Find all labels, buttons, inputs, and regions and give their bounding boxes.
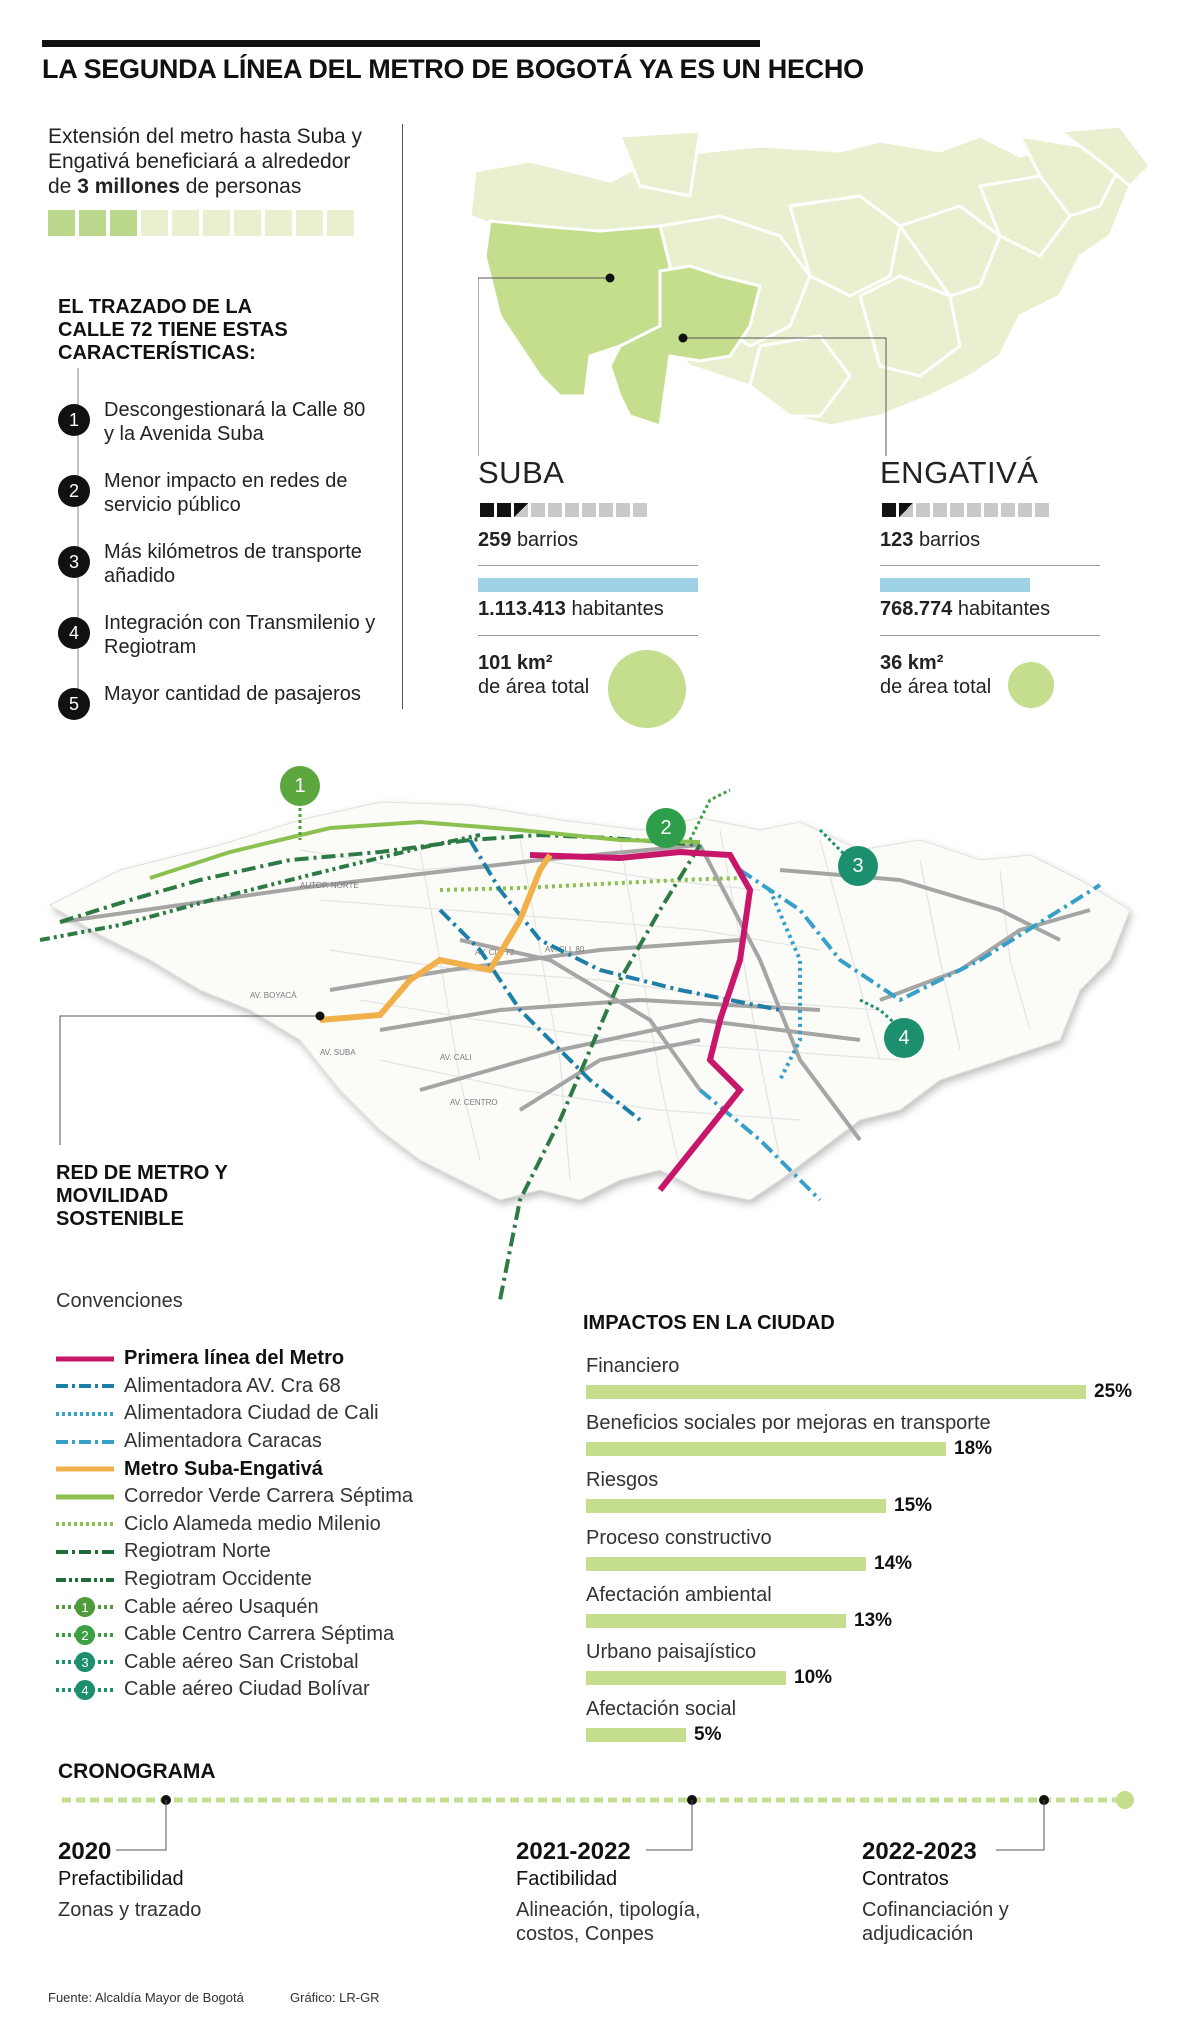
feature-text: Más kilómetros de transporte añadido: [104, 541, 362, 587]
marker-1: 1: [280, 766, 320, 806]
population-box: [327, 210, 354, 236]
legend-swatch: [56, 1569, 114, 1591]
legend-item: [56, 1345, 413, 1373]
barrio-square: [531, 503, 545, 517]
svg-text:AV. BOYACÁ: AV. BOYACÁ: [250, 991, 297, 1000]
engativa-divider-1: [880, 565, 1100, 566]
legend-label: Regiotram Norte: [124, 1540, 271, 1563]
timeline-description: Alineación, tipología, costos, Conpes: [516, 1899, 701, 1945]
legend: [56, 1345, 413, 1704]
legend-swatch: [56, 1651, 114, 1673]
legend-label: Cable aéreo Ciudad Bolívar: [124, 1678, 370, 1701]
marker-2: 2: [646, 808, 686, 848]
feature-text: Mayor cantidad de pasajeros: [104, 683, 361, 705]
barrio-square: [582, 503, 596, 517]
bar: [586, 1671, 786, 1685]
suba-barrios: 259 barrios: [478, 529, 579, 551]
feature-number: 5: [58, 688, 90, 720]
suba-divider-1: [478, 565, 698, 566]
barrio-square: [480, 503, 494, 517]
legend-title: Convenciones: [56, 1290, 183, 1312]
legend-swatch: [56, 1403, 114, 1425]
timeline-year: 2021-2022: [516, 1838, 631, 1865]
barrio-square: [633, 503, 647, 517]
legend-swatch: [56, 1348, 114, 1370]
bar: [586, 1442, 946, 1456]
legend-item: [56, 1676, 413, 1704]
barrio-square: [1001, 503, 1015, 517]
legend-swatch: [56, 1375, 114, 1397]
legend-item: [56, 1483, 413, 1511]
legend-label: Primera línea del Metro: [124, 1347, 345, 1370]
legend-item: [56, 1538, 413, 1566]
feature-item: [58, 540, 378, 611]
bar-category-label: Beneficios sociales por mejoras en transporte: [586, 1412, 991, 1435]
engativa-area: 36 km² de área total: [880, 652, 992, 698]
bar-value-label: 13%: [854, 1609, 893, 1631]
barrio-square: [497, 503, 511, 517]
bar: [586, 1499, 886, 1513]
legend-label: Ciclo Alameda medio Milenio: [124, 1512, 381, 1535]
feature-item: [58, 682, 378, 753]
barrio-square: [882, 503, 896, 517]
legend-label: Metro Suba-Engativá: [124, 1457, 323, 1480]
engativa-barrios-squares: [882, 503, 1049, 517]
bar-value-label: 25%: [1094, 1381, 1133, 1402]
barrio-square: [1018, 503, 1032, 517]
timeline-description: Zonas y trazado: [58, 1899, 202, 1921]
feature-number: 4: [58, 617, 90, 649]
legend-label: Cable aéreo Usaquén: [124, 1595, 319, 1618]
feature-number: 3: [58, 546, 90, 578]
bar: [586, 1557, 866, 1571]
population-box: [141, 210, 168, 236]
population-boxes: [48, 210, 354, 236]
district-leaders: [478, 266, 908, 466]
feature-text: Integración con Transmilenio y Regiotram: [104, 612, 376, 658]
engativa-habitantes-bar: [880, 578, 1030, 592]
barrio-square: [1035, 503, 1049, 517]
feature-text: Descongestionará la Calle 80 y la Avenida Suba: [104, 399, 366, 445]
legend-item: [56, 1400, 413, 1428]
svg-text:AV. CLL 80: AV. CLL 80: [545, 945, 585, 954]
barrio-square: [548, 503, 562, 517]
legend-swatch: [56, 1624, 114, 1646]
barrio-square: [599, 503, 613, 517]
svg-text:AV. CALI: AV. CALI: [440, 1053, 472, 1062]
timeline-description: Cofinanciación y adjudicación: [862, 1899, 1009, 1945]
bar-category-label: Financiero: [586, 1355, 680, 1377]
legend-label: Cable aéreo San Cristobal: [124, 1650, 359, 1673]
legend-item: [56, 1649, 413, 1677]
divider-line: [402, 124, 403, 709]
barrio-square: [616, 503, 630, 517]
timeline-year: 2020: [58, 1838, 112, 1865]
feature-number: 2: [58, 475, 90, 507]
legend-label: Alimentadora AV. Cra 68: [124, 1374, 341, 1397]
svg-text:AV. CENTRO: AV. CENTRO: [450, 1098, 498, 1107]
population-box: [296, 210, 323, 236]
source-note: Fuente: Alcaldía Mayor de Bogotá: [48, 1990, 244, 2005]
legend-swatch: [56, 1513, 114, 1535]
marker-3: 3: [838, 846, 878, 886]
marker-4: 4: [884, 1018, 924, 1058]
bar-value-label: 5%: [694, 1724, 722, 1746]
legend-cable-number: 2: [81, 1627, 89, 1643]
chart-title: IMPACTOS EN LA CIUDAD: [583, 1312, 835, 1334]
barrio-square: [514, 503, 528, 517]
legend-cable-number: 3: [81, 1655, 89, 1671]
feature-item: [58, 611, 378, 682]
legend-swatch: [56, 1679, 114, 1701]
bar-value-label: 10%: [794, 1667, 833, 1688]
population-box: [110, 210, 137, 236]
legend-item: [56, 1428, 413, 1456]
title-rule: [42, 40, 760, 47]
population-box: [172, 210, 199, 236]
legend-label: Regiotram Occidente: [124, 1568, 312, 1591]
suba-area: 101 km² de área total: [478, 652, 590, 698]
timeline-year: 2022-2023: [862, 1838, 977, 1865]
bar: [586, 1385, 1086, 1399]
legend-item: [56, 1373, 413, 1401]
legend-swatch: [56, 1486, 114, 1508]
suba-habitantes-bar: [478, 578, 698, 592]
city-outline: [50, 802, 1130, 1200]
bar-category-label: Riesgos: [586, 1469, 659, 1492]
intro-text: Extensión del metro hasta Suba y Engativá beneficiará a alrededor de 3 millones de personas: [48, 125, 363, 198]
barrio-square: [565, 503, 579, 517]
page-title: LA SEGUNDA LÍNEA DEL METRO DE BOGOTÁ YA ES UN HECHO: [42, 54, 864, 84]
credit-note: Gráfico: LR-GR: [290, 1990, 380, 2005]
bar-value-label: 15%: [894, 1495, 933, 1517]
barrio-square: [950, 503, 964, 517]
intro-highlight: 3 millones: [77, 175, 180, 198]
population-box: [79, 210, 106, 236]
legend-label: Alimentadora Ciudad de Cali: [124, 1402, 379, 1425]
bar-category-label: Afectación social: [586, 1698, 737, 1721]
engativa-area-circle: [1008, 662, 1054, 708]
feature-item: [58, 398, 378, 469]
suba-name: SUBA: [478, 455, 565, 490]
legend-swatch: [56, 1596, 114, 1618]
bar-category-label: Urbano paisajístico: [586, 1641, 757, 1663]
legend-cable-number: 1: [81, 1600, 89, 1616]
legend-cable-number: 4: [81, 1682, 89, 1698]
bar-value-label: 14%: [874, 1552, 913, 1574]
engativa-barrios: 123 barrios: [880, 529, 981, 551]
timeline-heading: CRONOGRAMA: [58, 1760, 216, 1783]
barrio-square: [967, 503, 981, 517]
suba-barrios-squares: [480, 503, 647, 517]
legend-item: [56, 1455, 413, 1483]
bar-category-label: Proceso constructivo: [586, 1526, 772, 1549]
feature-text: Menor impacto en redes de servicio público: [104, 470, 348, 516]
legend-swatch: [56, 1431, 114, 1453]
bar-value-label: 18%: [954, 1438, 993, 1460]
legend-swatch: [56, 1541, 114, 1563]
bar: [586, 1614, 846, 1628]
legend-label: Alimentadora Caracas: [124, 1430, 322, 1453]
suba-divider-2: [478, 635, 698, 636]
suba-area-circle: [608, 650, 686, 728]
legend-item: [56, 1566, 413, 1594]
features-heading: EL TRAZADO DE LA CALLE 72 TIENE ESTAS CARACTERÍSTICAS:: [58, 296, 288, 364]
feature-item: [58, 469, 378, 540]
svg-text:AV. CLL 72: AV. CLL 72: [475, 948, 515, 957]
engativa-name: ENGATIVÁ: [880, 455, 1039, 490]
barrio-square: [899, 503, 913, 517]
legend-item: [56, 1593, 413, 1621]
svg-text:AUTOP. NORTE: AUTOP. NORTE: [300, 881, 359, 890]
population-box: [48, 210, 75, 236]
feature-number: 1: [58, 404, 90, 436]
bar: [586, 1728, 686, 1742]
population-box: [203, 210, 230, 236]
timeline-phase: Factibilidad: [516, 1868, 618, 1890]
timeline-phase: Prefactibilidad: [58, 1868, 184, 1890]
population-box: [265, 210, 292, 236]
timeline-phase: Contratos: [862, 1868, 949, 1890]
population-box: [234, 210, 261, 236]
legend-label: Corredor Verde Carrera Séptima: [124, 1485, 414, 1508]
legend-label: Cable Centro Carrera Séptima: [124, 1623, 395, 1646]
engativa-habitantes: 768.774 habitantes: [880, 598, 1051, 620]
engativa-divider-2: [880, 635, 1100, 636]
features-list: [58, 398, 378, 753]
legend-item: [56, 1511, 413, 1539]
barrio-square: [984, 503, 998, 517]
bar-category-label: Afectación ambiental: [586, 1583, 772, 1606]
network-heading: RED DE METRO Y MOVILIDAD SOSTENIBLE: [56, 1162, 228, 1230]
barrio-square: [916, 503, 930, 517]
legend-swatch: [56, 1458, 114, 1480]
suba-habitantes: 1.113.413 habitantes: [478, 598, 664, 620]
svg-text:AV. SUBA: AV. SUBA: [320, 1048, 356, 1057]
barrio-square: [933, 503, 947, 517]
legend-item: [56, 1621, 413, 1649]
